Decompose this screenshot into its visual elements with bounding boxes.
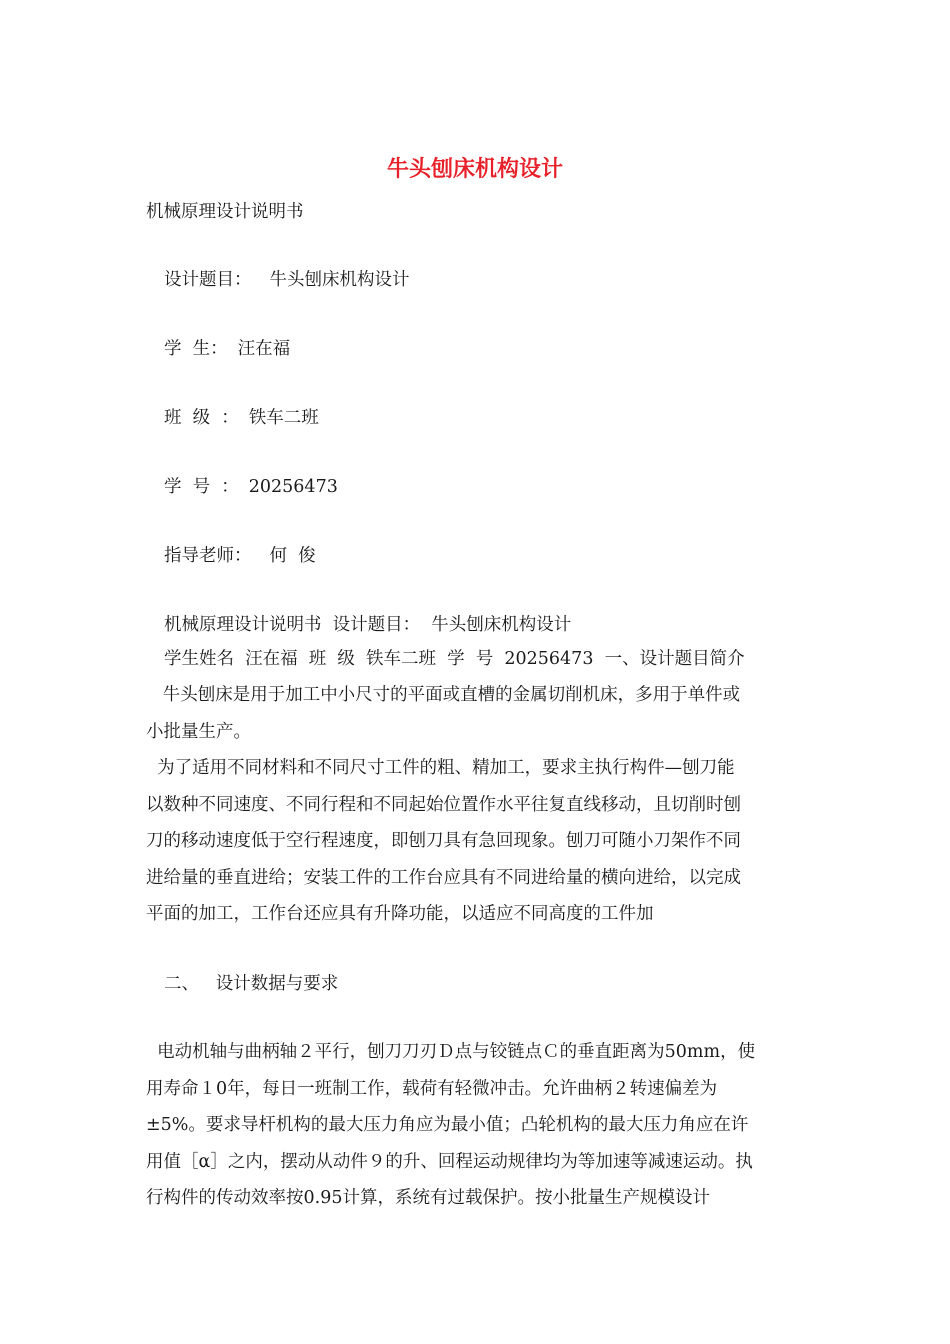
field-value: 何 俊 bbox=[269, 546, 316, 566]
intro-paragraph bbox=[146, 677, 812, 750]
description-paragraph bbox=[146, 750, 812, 933]
paragraph-line: 行构件的传动效率按0.95计算，系统有过载保护。按小批量生产规模设计 bbox=[146, 1188, 710, 1208]
field-value: 汪在福 bbox=[237, 339, 291, 359]
requirements-paragraph bbox=[146, 1034, 812, 1217]
field-label: 学 生： bbox=[164, 339, 228, 359]
field-student bbox=[164, 331, 290, 367]
field-label: 班 级 ： bbox=[164, 408, 239, 428]
paragraph-line: 以数种不同速度、不同行程和不同起始位置作水平往复直线移动，且切削时刨 bbox=[146, 794, 741, 815]
summary-line-1: 机械原理设计说明书 设计题目： 牛头刨床机构设计 bbox=[164, 615, 572, 635]
field-label: 学 号 ： bbox=[164, 477, 239, 497]
paragraph-line: 用寿命１0年，每日一班制工作，载荷有轻微冲击。允许曲柄２转速偏差为 bbox=[146, 1078, 718, 1099]
field-student-id bbox=[164, 469, 338, 505]
paragraph-line: 为了适用不同材料和不同尺寸工件的粗、精加工，要求主执行构件—刨刀能 bbox=[146, 758, 735, 778]
field-label: 设计题目： bbox=[164, 270, 252, 290]
paragraph-line: 牛头刨床是用于加工中小尺寸的平面或直槽的金属切削机床，多用于单件或 bbox=[146, 685, 741, 705]
document-subtitle: 机械原理设计说明书 bbox=[146, 202, 304, 222]
paragraph-line: 平面的加工，工作台还应具有升降功能，以适应不同高度的工件加 bbox=[146, 904, 654, 924]
field-value: 20256473 bbox=[248, 477, 338, 497]
field-label: 指导老师： bbox=[164, 546, 252, 566]
section-heading-2: 二、 设计数据与要求 bbox=[164, 974, 339, 994]
field-class bbox=[164, 400, 319, 436]
document-title: 牛头刨床机构设计 bbox=[386, 157, 563, 182]
field-advisor bbox=[164, 538, 316, 574]
paragraph-line: ±5%。要求导杆机构的最大压力角应为最小值；凸轮机构的最大压力角应在许 bbox=[146, 1115, 749, 1135]
paragraph-line: 进给量的垂直进给；安装工件的工作台应具有不同进给量的横向进给，以完成 bbox=[146, 867, 741, 888]
paragraph-line: 刀的移动速度低于空行程速度，即刨刀具有急回现象。刨刀可随小刀架作不同 bbox=[146, 831, 741, 851]
paragraph-line: 电动机轴与曲柄轴２平行，刨刀刀刃Ｄ点与铰链点Ｃ的垂直距离为50mm，使 bbox=[146, 1042, 756, 1062]
field-value: 铁车二班 bbox=[248, 408, 319, 428]
paragraph-line: 用值［α］之内，摆动从动件９的升、回程运动规律均为等加速等减速运动。执 bbox=[146, 1151, 753, 1172]
summary-line-2: 学生姓名 汪在福 班 级 铁车二班 学 号 20256473 一、设计题目简介 bbox=[164, 649, 745, 669]
paragraph-line: 小批量生产。 bbox=[146, 721, 251, 742]
field-value: 牛头刨床机构设计 bbox=[269, 270, 410, 290]
field-design-topic bbox=[164, 262, 410, 298]
